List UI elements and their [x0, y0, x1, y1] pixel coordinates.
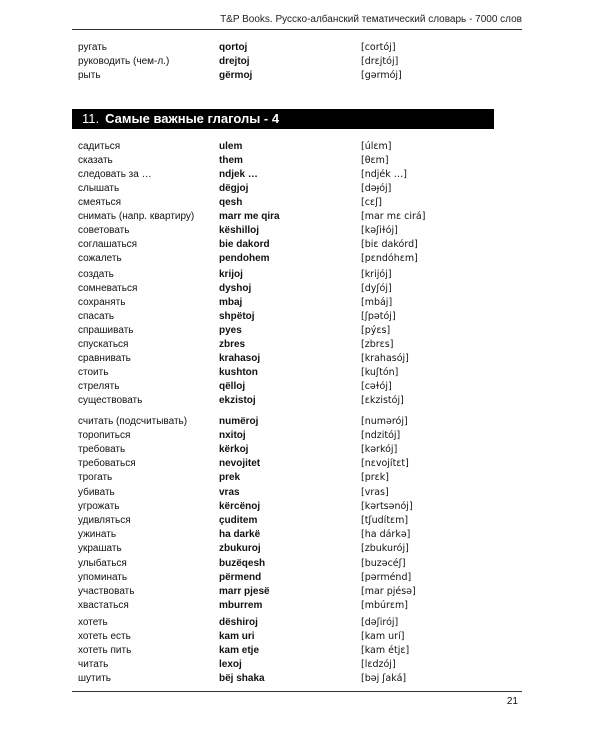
vocab-row [78, 644, 518, 658]
vocab-row [78, 338, 518, 352]
transcription: [kuʃtón] [361, 367, 399, 378]
russian-word: существовать [78, 395, 143, 406]
transcription: [dəʃirój] [361, 617, 399, 628]
albanian-word: kërkoj [219, 444, 249, 455]
albanian-word: dëshiroj [219, 617, 258, 628]
russian-word: сказать [78, 155, 113, 166]
transcription: [mar pjésə] [361, 586, 416, 597]
vocab-row [78, 542, 518, 556]
transcription: [kam étjɛ] [361, 645, 410, 656]
albanian-word: nxitoj [219, 430, 246, 441]
albanian-word: këshilloj [219, 225, 260, 236]
russian-word: сравнивать [78, 353, 131, 364]
vocab-row [78, 672, 518, 686]
transcription: [kərtsənój] [361, 501, 413, 512]
russian-word: спасать [78, 311, 115, 322]
albanian-word: drejtoj [219, 56, 250, 67]
russian-word: следовать за … [78, 169, 152, 180]
vocab-row [78, 658, 518, 672]
transcription: [kəʃiɫój] [361, 225, 398, 236]
vocab-row [78, 296, 518, 310]
russian-word: украшать [78, 543, 122, 554]
transcription: [drɛjtój] [361, 56, 399, 67]
albanian-word: nevojitet [219, 458, 261, 469]
albanian-word: krijoj [219, 269, 243, 280]
vocab-row [78, 486, 518, 500]
vocab-row [78, 630, 518, 644]
transcription: [tʃudítɛm] [361, 515, 409, 526]
albanian-word: bie dakord [219, 239, 270, 250]
albanian-word: mburrem [219, 600, 263, 611]
russian-word: спрашивать [78, 325, 134, 336]
albanian-word: marr pjesë [219, 586, 270, 597]
footer-divider [72, 691, 522, 692]
russian-word: трогать [78, 472, 113, 483]
russian-word: сожалеть [78, 253, 122, 264]
albanian-word: kërcënoj [219, 501, 261, 512]
albanian-word: kushton [219, 367, 258, 378]
albanian-word: numëroj [219, 416, 259, 427]
russian-word: участвовать [78, 586, 135, 597]
transcription: [zbrɛs] [361, 339, 394, 350]
russian-word: руководить (чем-л.) [78, 56, 170, 67]
transcription: [buzəcéʃ] [361, 558, 406, 569]
vocab-row [78, 585, 518, 599]
transcription: [ɛkzistój] [361, 395, 404, 406]
transcription: [cortój] [361, 42, 396, 53]
section-title: Самые важные глаголы - 4 [105, 111, 280, 126]
transcription: [kərkój] [361, 444, 398, 455]
albanian-word: përmend [219, 572, 262, 583]
russian-word: смеяться [78, 197, 122, 208]
russian-word: создать [78, 269, 114, 280]
albanian-word: ndjek … [219, 169, 258, 180]
russian-word: хвастаться [78, 600, 129, 611]
vocab-row [78, 154, 518, 168]
russian-word: стрелять [78, 381, 120, 392]
vocab-row [78, 457, 518, 471]
albanian-word: mbaj [219, 297, 243, 308]
albanian-word: ekzistoj [219, 395, 256, 406]
vocab-row [78, 55, 518, 69]
vocab-row [78, 196, 518, 210]
page-header: T&P Books. Русско-албанский тематический словарь - 7000 слов [220, 14, 522, 25]
albanian-word: dyshoj [219, 283, 252, 294]
vocab-row [78, 415, 518, 429]
vocab-row [78, 429, 518, 443]
vocab-row [78, 238, 518, 252]
russian-word: хотеть [78, 617, 108, 628]
transcription: [cɛʃ] [361, 197, 382, 208]
vocab-row [78, 528, 518, 542]
albanian-word: pyes [219, 325, 242, 336]
vocab-row [78, 41, 518, 55]
russian-word: сохранять [78, 297, 126, 308]
albanian-word: prek [219, 472, 241, 483]
section-number: 11. [82, 111, 100, 126]
transcription: [úlɛm] [361, 141, 392, 152]
transcription: [mbúrɛm] [361, 600, 409, 611]
albanian-word: bëj shaka [219, 673, 265, 684]
albanian-word: gërmoj [219, 70, 253, 81]
transcription: [prɛk] [361, 472, 389, 483]
vocab-row [78, 310, 518, 324]
vocab-row [78, 324, 518, 338]
transcription: [mbáj] [361, 297, 393, 308]
albanian-word: ulem [219, 141, 243, 152]
vocab-row [78, 471, 518, 485]
transcription: [zbukurój] [361, 543, 409, 554]
russian-word: рыть [78, 70, 101, 81]
transcription: [bəj ʃaká] [361, 673, 407, 684]
transcription: [numərój] [361, 416, 408, 427]
albanian-word: çuditem [219, 515, 258, 526]
transcription: [ndjék …] [361, 169, 407, 180]
albanian-word: shpëtoj [219, 311, 255, 322]
vocab-row [78, 210, 518, 224]
albanian-word: buzëqesh [219, 558, 266, 569]
vocab-row [78, 352, 518, 366]
albanian-word: kam uri [219, 631, 255, 642]
vocab-row [78, 252, 518, 266]
albanian-word: kam etje [219, 645, 260, 656]
transcription: [pýɛs] [361, 325, 391, 336]
vocab-row [78, 366, 518, 380]
transcription: [θɛm] [361, 155, 389, 166]
russian-word: садиться [78, 141, 121, 152]
russian-word: соглашаться [78, 239, 138, 250]
vocab-row [78, 557, 518, 571]
vocab-row [78, 380, 518, 394]
russian-word: снимать (напр. квартиру) [78, 211, 195, 222]
transcription: [mar mɛ cirá] [361, 211, 426, 222]
transcription: [nɛvojítɛt] [361, 458, 409, 469]
russian-word: сомневаться [78, 283, 138, 294]
albanian-word: them [219, 155, 243, 166]
header-divider [72, 29, 522, 30]
albanian-word: lexoj [219, 659, 242, 670]
vocab-row [78, 500, 518, 514]
vocab-row [78, 571, 518, 585]
vocab-row [78, 514, 518, 528]
vocab-row [78, 224, 518, 238]
transcription: [krahasój] [361, 353, 409, 364]
vocab-row [78, 599, 518, 613]
albanian-word: zbres [219, 339, 246, 350]
vocab-row [78, 616, 518, 630]
page-number: 21 [506, 696, 518, 707]
vocab-row [78, 394, 518, 408]
russian-word: удивляться [78, 515, 131, 526]
vocab-row [78, 140, 518, 154]
russian-word: шутить [78, 673, 111, 684]
albanian-word: pendohem [219, 253, 270, 264]
vocab-row [78, 443, 518, 457]
transcription: [ndzitój] [361, 430, 401, 441]
russian-word: советовать [78, 225, 130, 236]
albanian-word: krahasoj [219, 353, 261, 364]
transcription: [pɛndóhɛm] [361, 253, 418, 264]
transcription: [ʃpətój] [361, 311, 396, 322]
transcription: [krijój] [361, 269, 392, 280]
transcription: [dyʃój] [361, 283, 392, 294]
russian-word: требоваться [78, 458, 136, 469]
section-heading [72, 109, 494, 129]
russian-word: упоминать [78, 572, 128, 583]
russian-word: убивать [78, 487, 115, 498]
russian-word: считать (подсчитывать) [78, 416, 188, 427]
transcription: [vras] [361, 487, 389, 498]
albanian-word: vras [219, 487, 240, 498]
russian-word: ужинать [78, 529, 117, 540]
russian-word: хотеть есть [78, 631, 131, 642]
transcription: [pərménd] [361, 572, 412, 583]
russian-word: торопиться [78, 430, 131, 441]
albanian-word: qesh [219, 197, 243, 208]
russian-word: хотеть пить [78, 645, 132, 656]
transcription: [ha dárkə] [361, 529, 411, 540]
vocab-row [78, 282, 518, 296]
vocab-row [78, 268, 518, 282]
transcription: [kam urí] [361, 631, 405, 642]
transcription: [cəɫój] [361, 381, 392, 392]
vocab-row [78, 69, 518, 83]
albanian-word: marr me qira [219, 211, 280, 222]
russian-word: ругать [78, 42, 108, 53]
transcription: [dəɟój] [361, 183, 392, 194]
transcription: [biɛ dakórd] [361, 239, 418, 250]
russian-word: читать [78, 659, 109, 670]
russian-word: слышать [78, 183, 120, 194]
vocab-row [78, 182, 518, 196]
transcription: [gərmój] [361, 70, 402, 81]
albanian-word: dëgjoj [219, 183, 249, 194]
russian-word: угрожать [78, 501, 120, 512]
albanian-word: qortoj [219, 42, 248, 53]
albanian-word: qëlloj [219, 381, 246, 392]
russian-word: улыбаться [78, 558, 127, 569]
albanian-word: zbukuroj [219, 543, 261, 554]
russian-word: стоить [78, 367, 109, 378]
vocab-row [78, 168, 518, 182]
albanian-word: ha darkë [219, 529, 261, 540]
russian-word: требовать [78, 444, 126, 455]
transcription: [lɛdzój] [361, 659, 396, 670]
russian-word: спускаться [78, 339, 129, 350]
